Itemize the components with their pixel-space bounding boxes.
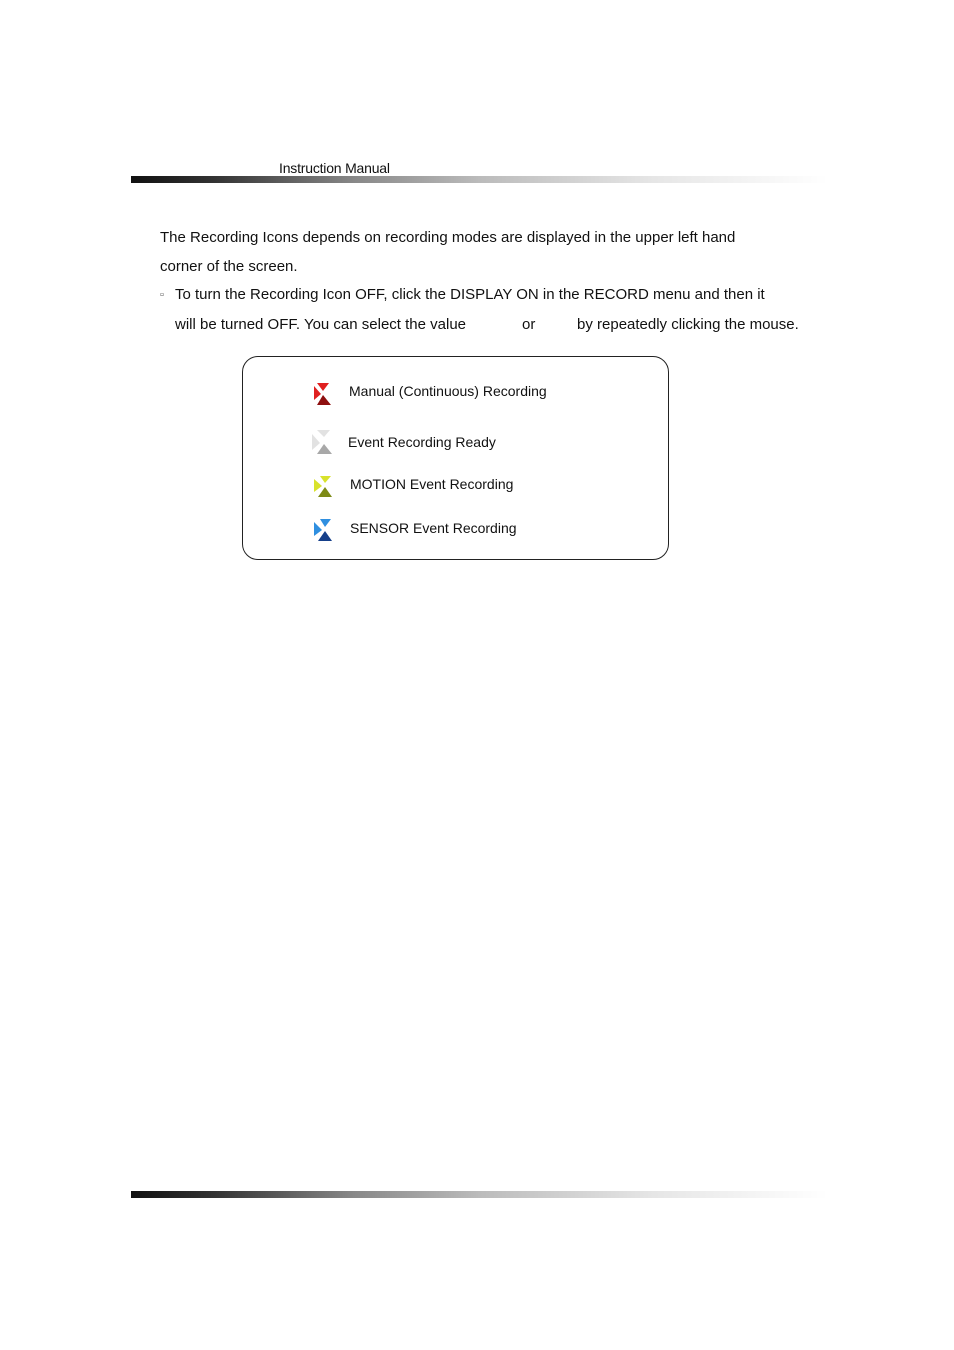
header-title: Instruction Manual (279, 160, 390, 176)
legend-label-sensor: SENSOR Event Recording (350, 520, 517, 536)
manual-recording-icon (311, 382, 335, 406)
sensor-recording-icon (312, 518, 336, 542)
event-ready-icon (310, 429, 334, 455)
legend-item-event-ready (310, 429, 650, 453)
legend-item-motion (312, 474, 652, 498)
motion-recording-icon (312, 474, 336, 498)
legend-label-event-ready: Event Recording Ready (348, 434, 496, 450)
body-line-4c: by repeatedly clicking the mouse. (577, 316, 799, 333)
bullet-marker: ▫ (160, 289, 164, 301)
recording-icon-legend (242, 356, 669, 560)
header-rule (131, 176, 828, 183)
legend-item-sensor (312, 518, 652, 542)
body-line-3: To turn the Recording Icon OFF, click the DISPLAY ON in the RECORD menu and then it (175, 286, 765, 303)
body-line-4b: or (522, 316, 536, 333)
legend-item-manual (311, 382, 651, 406)
body-line-1: The Recording Icons depends on recording modes are displayed in the upper left hand (160, 229, 736, 246)
footer-rule (131, 1191, 828, 1198)
body-line-4a: will be turned OFF. You can select the value (175, 316, 467, 333)
legend-label-manual: Manual (Continuous) Recording (349, 383, 547, 399)
body-line-2: corner of the screen. (160, 258, 298, 275)
legend-label-motion: MOTION Event Recording (350, 476, 514, 492)
